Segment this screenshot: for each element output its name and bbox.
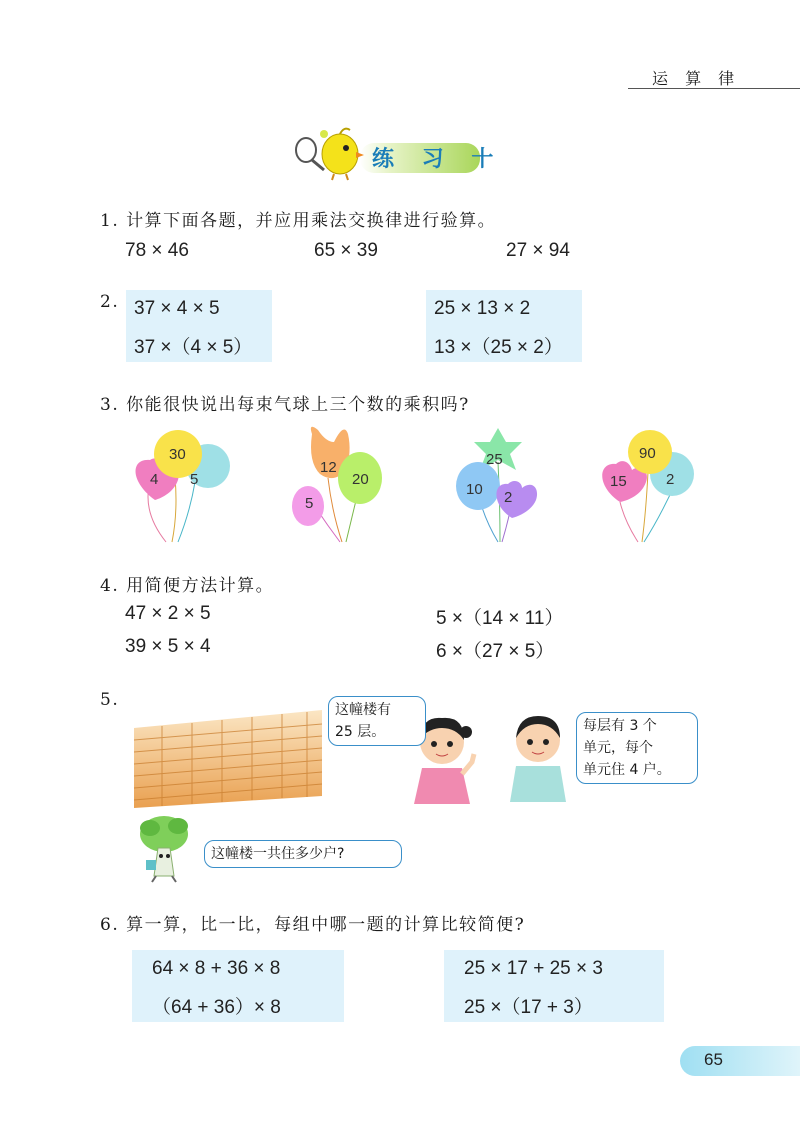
- question-4-text: 4. 用简便方法计算。: [100, 576, 275, 596]
- q6-left-expr-1: 64 × 8 + 36 × 8: [152, 958, 281, 979]
- balloon-bunch-1: [136, 430, 230, 542]
- balloon-bunch-4: [602, 430, 694, 542]
- balloon-bunches: [120, 422, 720, 547]
- bunch-2-value-top: 12: [320, 459, 337, 476]
- bunch-1-value-top: 30: [169, 446, 186, 463]
- q1-expr-3: 27 × 94: [506, 240, 570, 261]
- bunch-2-value-right: 20: [352, 471, 369, 488]
- bunch-3-value-left: 10: [466, 481, 483, 498]
- apartment-building-illustration: [132, 700, 328, 810]
- question-2-number: 2.: [100, 292, 120, 312]
- q1-expr-1: 78 × 46: [125, 240, 189, 261]
- bunch-3-value-top: 25: [486, 451, 503, 468]
- girl-bubble-line-2: 25 层。: [335, 724, 386, 740]
- cabbage-mascot-illustration: [134, 812, 198, 884]
- boy-bubble-line-1: 每层有 3 个: [583, 718, 657, 734]
- boy-illustration: [506, 710, 572, 802]
- q1-expr-2: 65 × 39: [314, 240, 378, 261]
- boy-speech-bubble: [576, 712, 698, 784]
- q6-right-expr-1: 25 × 17 + 25 × 3: [464, 958, 603, 979]
- chick-tennis-illustration: [290, 122, 370, 182]
- boy-bubble-line-3: 单元住 4 户。: [583, 762, 671, 778]
- girl-bubble-line-1: 这幢楼有: [335, 702, 391, 718]
- bunch-4-value-top: 90: [639, 445, 656, 462]
- bunch-4-value-left: 15: [610, 473, 627, 490]
- question-speech-bubble: [204, 840, 402, 868]
- header-rule: [628, 88, 800, 89]
- section-header: 运 算 律: [652, 69, 741, 88]
- exercise-title: 练 习 十: [372, 146, 504, 172]
- bunch-1-value-left: 4: [150, 471, 159, 488]
- question-1-text: 1. 计算下面各题，并应用乘法交换律进行验算。: [100, 211, 497, 231]
- page-number: 65: [704, 1050, 723, 1069]
- q4-expr-4: 6 ×（27 × 5）: [436, 641, 555, 662]
- bunch-2-value-left: 5: [305, 495, 314, 512]
- bunch-3-value-right: 2: [504, 489, 513, 506]
- balloon-bunch-3: [456, 428, 537, 542]
- question-5-number: 5.: [100, 690, 120, 710]
- q2-right-expr-1: 25 × 13 × 2: [434, 298, 531, 319]
- question-6-text: 6. 算一算，比一比，每组中哪一题的计算比较简便?: [100, 915, 526, 935]
- girl-speech-bubble: [328, 696, 426, 746]
- q2-right-expr-2: 13 ×（25 × 2）: [434, 337, 563, 358]
- page-number-tab: [680, 1046, 800, 1076]
- bunch-1-value-right: 5: [190, 471, 199, 488]
- bunch-4-value-right: 2: [666, 471, 675, 488]
- q6-left-expr-2: （64 + 36）× 8: [152, 997, 281, 1018]
- question-3-text: 3. 你能很快说出每束气球上三个数的乘积吗?: [100, 395, 470, 415]
- q4-expr-3: 39 × 5 × 4: [125, 636, 211, 657]
- q2-left-expr-2: 37 ×（4 × 5）: [134, 337, 253, 358]
- q4-expr-1: 47 × 2 × 5: [125, 603, 211, 624]
- boy-bubble-line-2: 单元，每个: [583, 740, 653, 756]
- question-bubble-text: 这幢楼一共住多少户?: [211, 846, 345, 862]
- balloon-bunch-2: [292, 427, 382, 542]
- q4-expr-2: 5 ×（14 × 11）: [436, 608, 564, 629]
- q6-right-expr-2: 25 ×（17 + 3）: [464, 997, 593, 1018]
- q2-left-expr-1: 37 × 4 × 5: [134, 298, 220, 319]
